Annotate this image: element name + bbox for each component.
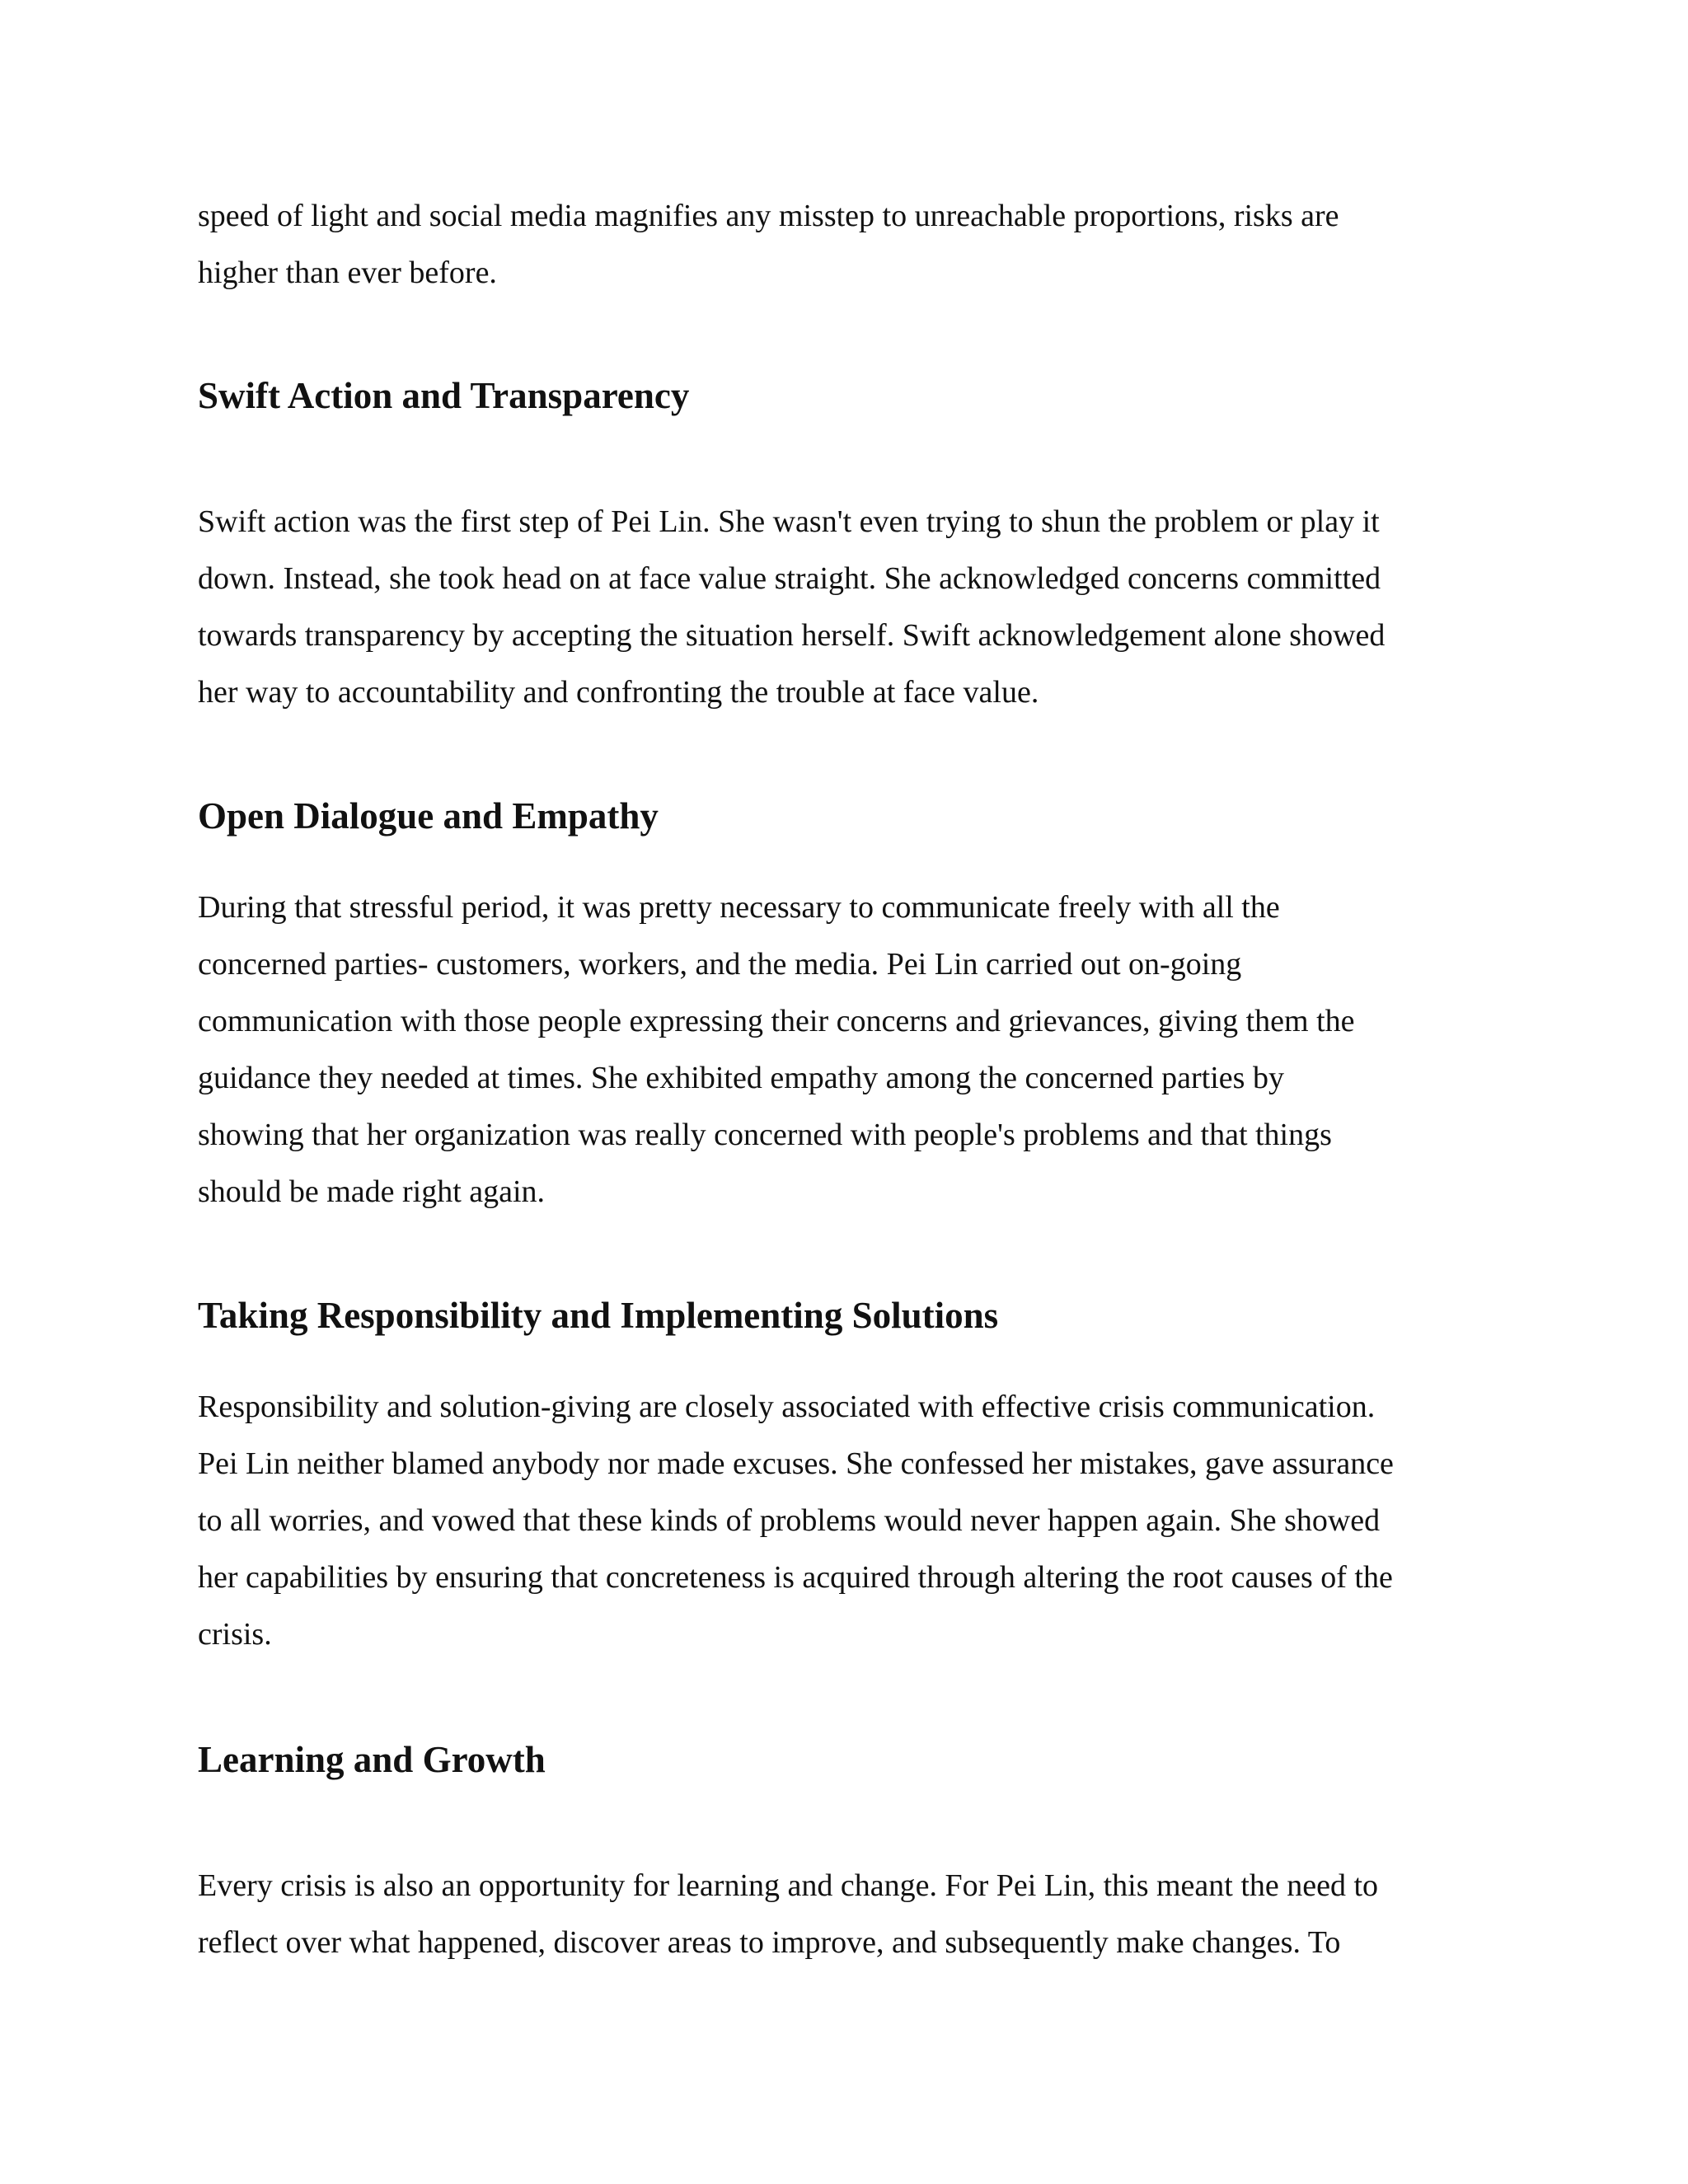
paragraph-line: Responsibility and solution-giving are closely associated with effective crisis communication. [198,1390,1376,1424]
paragraph-line: her capabilities by ensuring that concreteness is acquired through altering the root causes of the [198,1560,1393,1595]
paragraph-line: towards transparency by accepting the situation herself. Swift acknowledgement alone showed [198,618,1386,653]
intro-line: higher than ever before. [198,255,497,290]
section-paragraph-taking-responsibility [198,1379,1517,1663]
paragraph-line: crisis. [198,1617,272,1652]
paragraph-line: Swift action was the first step of Pei Lin. She wasn't even trying to shun the problem or play it [198,504,1380,539]
paragraph-line: her way to accountability and confronting the trouble at face value. [198,675,1039,710]
paragraph-line: guidance they needed at times. She exhibited empathy among the concerned parties by [198,1061,1284,1095]
section-heading: Learning and Growth [198,1739,546,1780]
paragraph-line: concerned parties- customers, workers, and the media. Pei Lin carried out on-going [198,947,1242,982]
section-heading: Swift Action and Transparency [198,375,690,416]
section-heading-learning-growth [198,1735,1517,1784]
paragraph-line: to all worries, and vowed that these kinds of problems would never happen again. She showed [198,1503,1381,1538]
paragraph-line: reflect over what happened, discover areas to improve, and subsequently make changes. To [198,1925,1341,1960]
section-heading-swift-action [198,371,1517,420]
section-heading: Open Dialogue and Empathy [198,795,659,837]
paragraph-line: down. Instead, she took head on at face value straight. She acknowledged concerns committed [198,561,1381,596]
section-paragraph-open-dialogue [198,879,1517,1221]
section-heading-taking-responsibility [198,1291,1517,1340]
paragraph-line: Every crisis is also an opportunity for learning and change. For Pei Lin, this meant the need to [198,1868,1379,1903]
paragraph-line: communication with those people expressing their concerns and grievances, giving them the [198,1004,1355,1038]
paragraph-line: During that stressful period, it was pretty necessary to communicate freely with all the [198,890,1280,925]
intro-line: speed of light and social media magnifies any misstep to unreachable proportions, risks are [198,199,1339,233]
paragraph-line: showing that her organization was really concerned with people's problems and that things [198,1118,1332,1152]
intro-paragraph [198,188,1517,302]
section-heading: Taking Responsibility and Implementing Solutions [198,1295,999,1336]
paragraph-line: Pei Lin neither blamed anybody nor made excuses. She confessed her mistakes, gave assurance [198,1446,1394,1481]
section-heading-open-dialogue [198,791,1517,841]
section-paragraph-learning-growth [198,1858,1517,1971]
section-paragraph-swift-action [198,494,1517,721]
paragraph-line: should be made right again. [198,1174,546,1209]
